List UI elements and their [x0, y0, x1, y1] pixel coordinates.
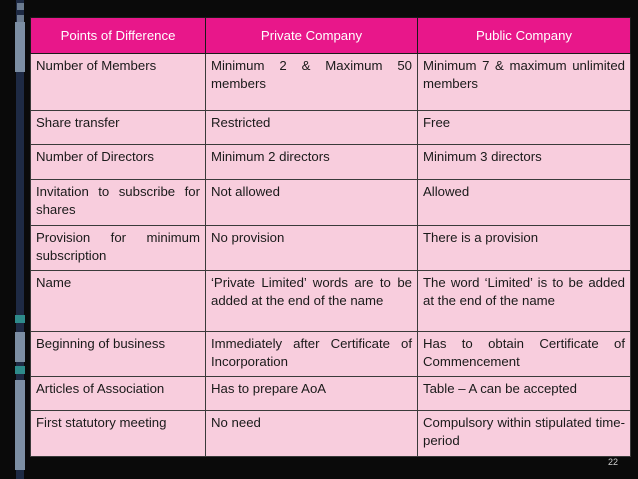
decor-bar [15, 332, 25, 362]
decor-square [17, 15, 24, 22]
table-cell: Table – A can be accepted [418, 377, 631, 411]
table-cell: ‘Private Limited’ words are to be added at the end of the name [206, 271, 418, 332]
table-row [31, 377, 631, 411]
table-cell: Provision for minimum subscription [31, 226, 206, 271]
table-cell: Has to obtain Certificate of Commencement [418, 332, 631, 377]
decor-bar [15, 366, 25, 374]
table-row [31, 332, 631, 377]
table-cell: Allowed [418, 180, 631, 226]
table-cell: Minimum 2 directors [206, 145, 418, 180]
table-header-row [31, 18, 631, 54]
table-row [31, 271, 631, 332]
table-cell: Share transfer [31, 111, 206, 145]
table-row [31, 226, 631, 271]
table-cell: No provision [206, 226, 418, 271]
table-cell: Immediately after Certificate of Incorporation [206, 332, 418, 377]
table-row [31, 111, 631, 145]
table-cell: Number of Directors [31, 145, 206, 180]
table-row [31, 411, 631, 457]
table-cell: Articles of Association [31, 377, 206, 411]
table-cell: Minimum 3 directors [418, 145, 631, 180]
table-row [31, 54, 631, 111]
decor-bar [15, 315, 25, 323]
table-cell: First statutory meeting [31, 411, 206, 457]
table-cell: Minimum 7 & maximum unlimited members [418, 54, 631, 111]
page-number: 22 [607, 457, 618, 467]
table-cell: Minimum 2 & Maximum 50 members [206, 54, 418, 111]
decor-bar [15, 380, 25, 470]
table-cell: Not allowed [206, 180, 418, 226]
table-cell: Compulsory within stipulated time-period [418, 411, 631, 457]
table-cell: Has to prepare AoA [206, 377, 418, 411]
column-header: Points of Difference [31, 18, 206, 54]
decorative-sidebar [0, 0, 30, 479]
column-header: Private Company [206, 18, 418, 54]
table-cell: Restricted [206, 111, 418, 145]
table-cell: Free [418, 111, 631, 145]
table-cell: Invitation to subscribe for shares [31, 180, 206, 226]
table-row [31, 180, 631, 226]
decor-square [17, 3, 24, 10]
table-cell: Name [31, 271, 206, 332]
table-cell: There is a provision [418, 226, 631, 271]
table-cell: The word ‘Limited’ is to be added at the end of the name [418, 271, 631, 332]
column-header: Public Company [418, 18, 631, 54]
table-cell: Number of Members [31, 54, 206, 111]
comparison-table [30, 17, 631, 457]
table-cell: Beginning of business [31, 332, 206, 377]
decor-bar [15, 22, 25, 72]
table-cell: No need [206, 411, 418, 457]
table-row [31, 145, 631, 180]
